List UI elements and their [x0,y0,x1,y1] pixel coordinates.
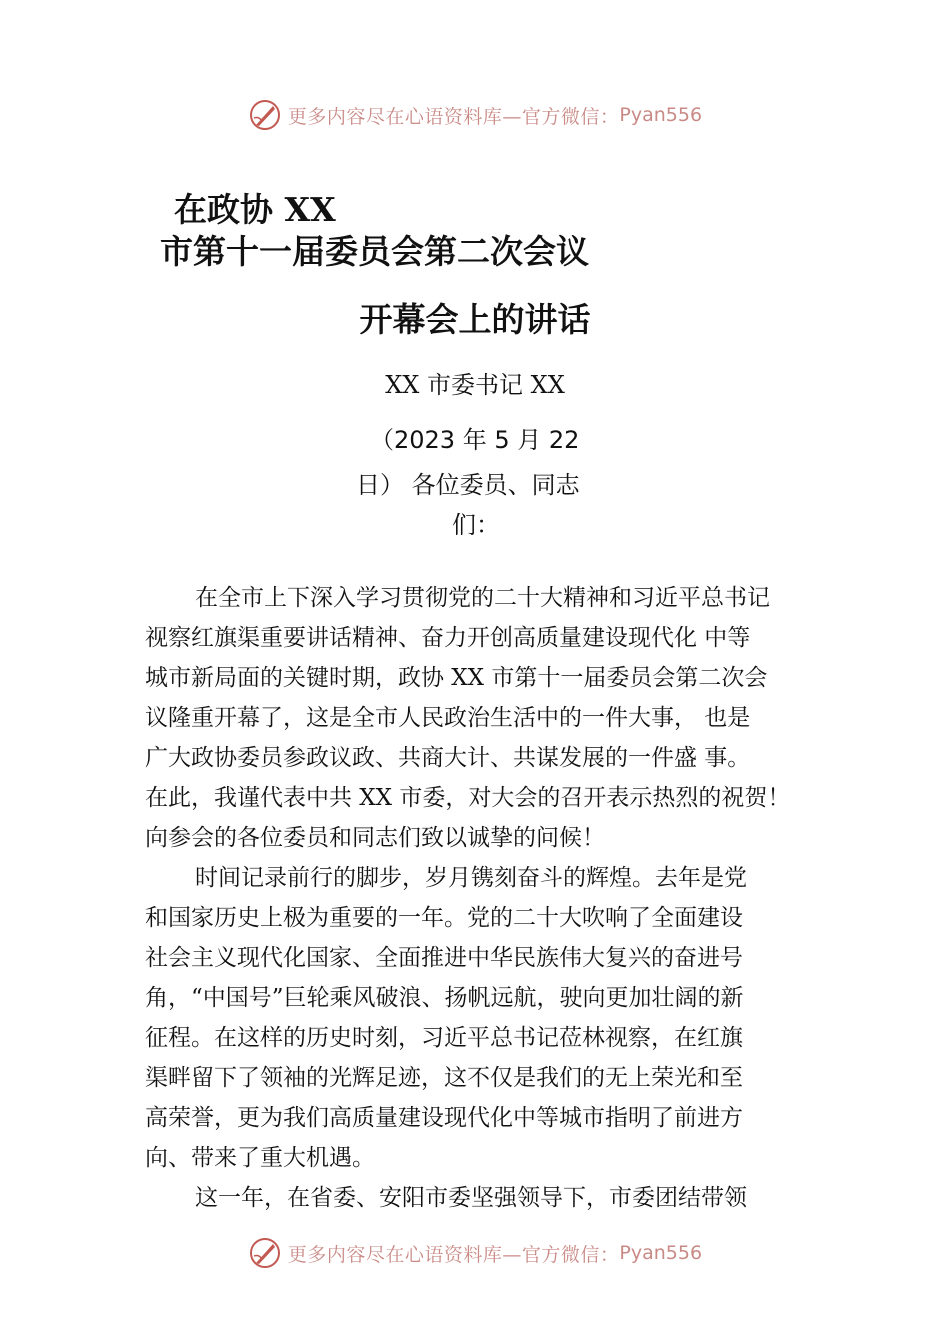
title-line-3: 开幕会上的讲话 [359,300,591,339]
body-line: 向参会的各位委员和同志们致以诚挚的问候！ [145,825,605,851]
body-line: 议隆重开幕了，这是全市人民政治生活中的一件大事， 也是 [145,705,751,731]
quill-logo-icon [248,98,282,132]
body-line: 这一年，在省委、安阳市委坚强领导下，市委团结带领 [195,1185,747,1211]
body-line: 渠畔留下了领袖的光辉足迹，这不仅是我们的无上荣光和至 [145,1065,743,1091]
body-line: 社会主义现代化国家、全面推进中华民族伟大复兴的奋进号 [145,945,743,971]
watermark-wechat-id: Pyan556 [619,1242,703,1264]
speech-date: （2023 年 5 月 22 [370,426,580,454]
speaker-byline: XX 市委书记 XX [385,371,565,399]
body-line: 征程。在这样的历史时刻，习近平总书记莅林视察，在红旗 [145,1025,743,1051]
speech-body [145,578,865,1218]
watermark-text: 更多内容尽在心语资料库—官方微信： [287,1243,620,1266]
watermark-wechat-id: Pyan556 [619,104,703,126]
body-line: 视察红旗渠重要讲话精神、奋力开创高质量建设现代化 中等 [145,625,751,651]
body-line: 向、带来了重大机遇。 [145,1145,375,1171]
footer-watermark [0,1233,950,1273]
greeting-line-2: 们： [452,511,500,539]
greeting-line-1: 日） 各位委员、同志 [356,471,580,499]
quill-logo-icon [248,1236,282,1270]
body-line: 时间记录前行的脚步，岁月镌刻奋斗的辉煌。去年是党 [195,865,747,891]
body-line: 在全市上下深入学习贯彻党的二十大精神和习近平总书记 [195,585,770,611]
body-line: 高荣誉，更为我们高质量建设现代化中等城市指明了前进方 [145,1105,743,1131]
body-line: 城市新局面的关键时期，政协 XX 市第十一届委员会第二次会 [145,665,768,691]
title-line-1: 在政协 XX [174,190,336,229]
body-line: 在此，我谨代表中共 XX 市委，对大会的召开表示热烈的祝贺！ [145,785,791,811]
watermark-text: 更多内容尽在心语资料库—官方微信： [287,105,620,128]
body-line: 和国家历史上极为重要的一年。党的二十大吹响了全面建设 [145,905,743,931]
header-watermark [0,95,950,135]
body-line: 广大政协委员参政议政、共商大计、共谋发展的一件盛 事。 [145,745,751,771]
body-line: 角，“中国号”巨轮乘风破浪、扬帆远航，驶向更加壮阔的新 [145,985,744,1011]
title-line-2: 市第十一届委员会第二次会议 [160,232,589,271]
